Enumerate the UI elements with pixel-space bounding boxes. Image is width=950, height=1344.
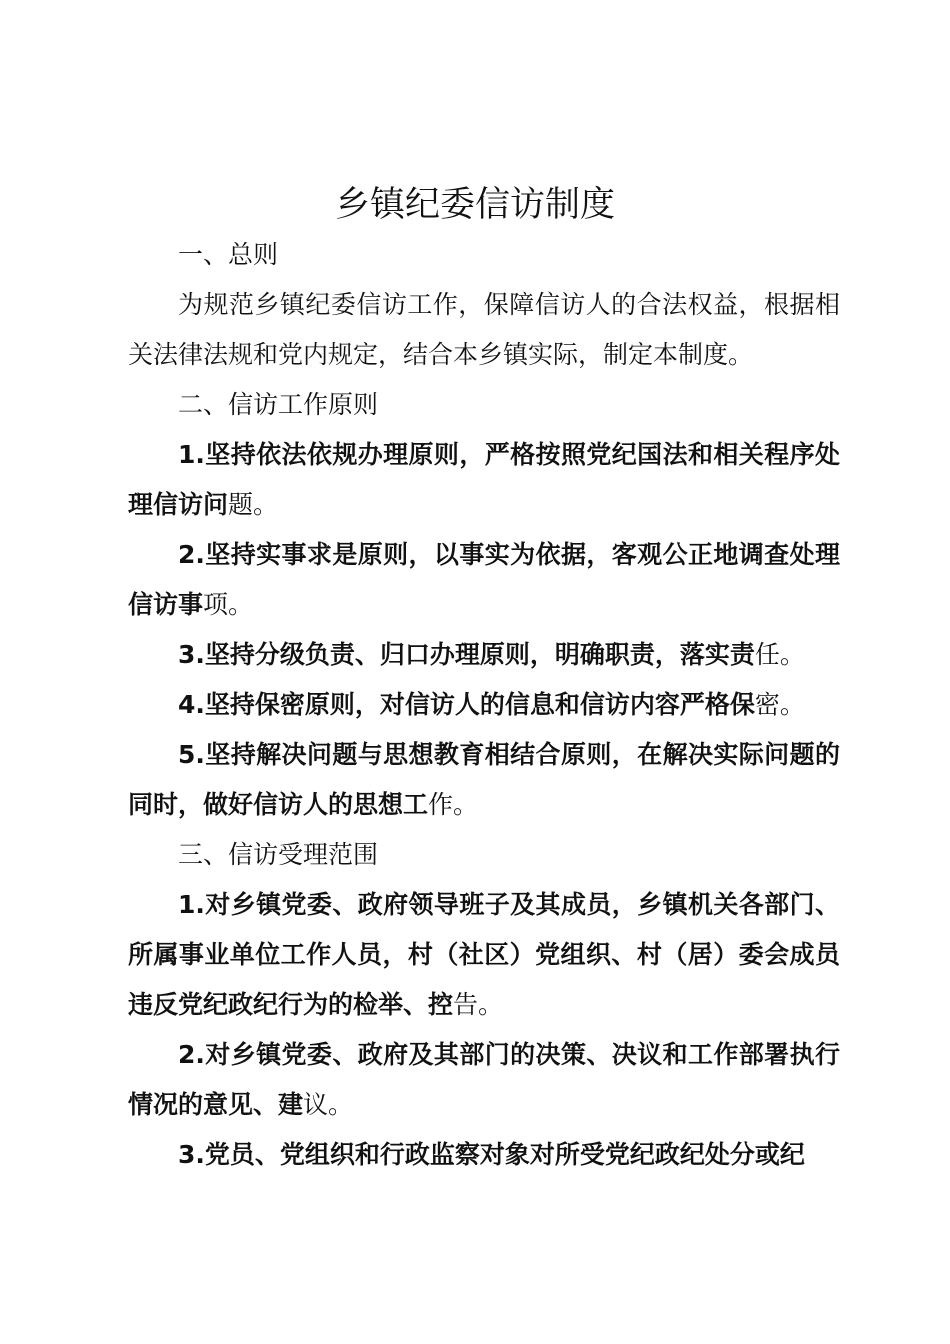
section-heading-principles: 二、信访工作原则 [178, 390, 379, 419]
scope-item-1-tail: 告。 [453, 990, 504, 1019]
principle-item-4 [128, 680, 840, 730]
section-heading-scope: 三、信访受理范围 [178, 840, 379, 869]
principle-item-5-bold: 5.坚持解决问题与思想教育相结合原则，在解决实际问题的同时，做好信访人的思想工 [128, 740, 840, 819]
document-title: 乡镇纪委信访制度 [334, 185, 615, 225]
principle-item-3 [128, 630, 840, 680]
scope-item-1-bold: 1.对乡镇党委、政府领导班子及其成员，乡镇机关各部门、所属事业单位工作人员，村（社区）党组织、村（居）委会成员违反党纪政纪行为的检举、控 [128, 890, 840, 1019]
principle-item-2-bold: 2.坚持实事求是原则，以事实为依据，客观公正地调查处理信访事 [128, 540, 840, 619]
principle-item-3-tail: 任。 [754, 640, 805, 669]
principle-item-3-bold: 3.坚持分级负责、归口办理原则，明确职责，落实责 [178, 640, 755, 669]
scope-item-3-bold: 3.党员、党组织和行政监察对象对所受党纪政纪处分或纪 [178, 1140, 805, 1169]
principle-item-1-tail: 题。 [228, 490, 279, 519]
principle-item-2-tail: 项。 [203, 590, 254, 619]
principle-item-5-tail: 作。 [428, 790, 479, 819]
principle-item-4-tail: 密。 [754, 690, 805, 719]
principle-item-2 [128, 530, 840, 630]
principle-item-1-bold: 1.坚持依法依规办理原则，严格按照党纪国法和相关程序处理信访问 [128, 440, 840, 519]
principle-item-5 [128, 730, 840, 830]
scope-item-2-bold: 2.对乡镇党委、政府及其部门的决策、决议和工作部署执行情况的意见、建 [128, 1040, 840, 1119]
scope-item-1 [128, 880, 840, 1030]
principle-item-1 [128, 430, 840, 530]
scope-item-2 [128, 1030, 840, 1130]
general-paragraph: 为规范乡镇纪委信访工作，保障信访人的合法权益，根据相关法律法规和党内规定，结合本乡镇实际，制定本制度。 [128, 290, 840, 369]
scope-item-3 [128, 1130, 840, 1180]
principle-item-4-bold: 4.坚持保密原则，对信访人的信息和信访内容严格保 [178, 690, 755, 719]
section-heading-general: 一、总则 [178, 240, 279, 269]
scope-item-2-tail: 议。 [303, 1090, 354, 1119]
